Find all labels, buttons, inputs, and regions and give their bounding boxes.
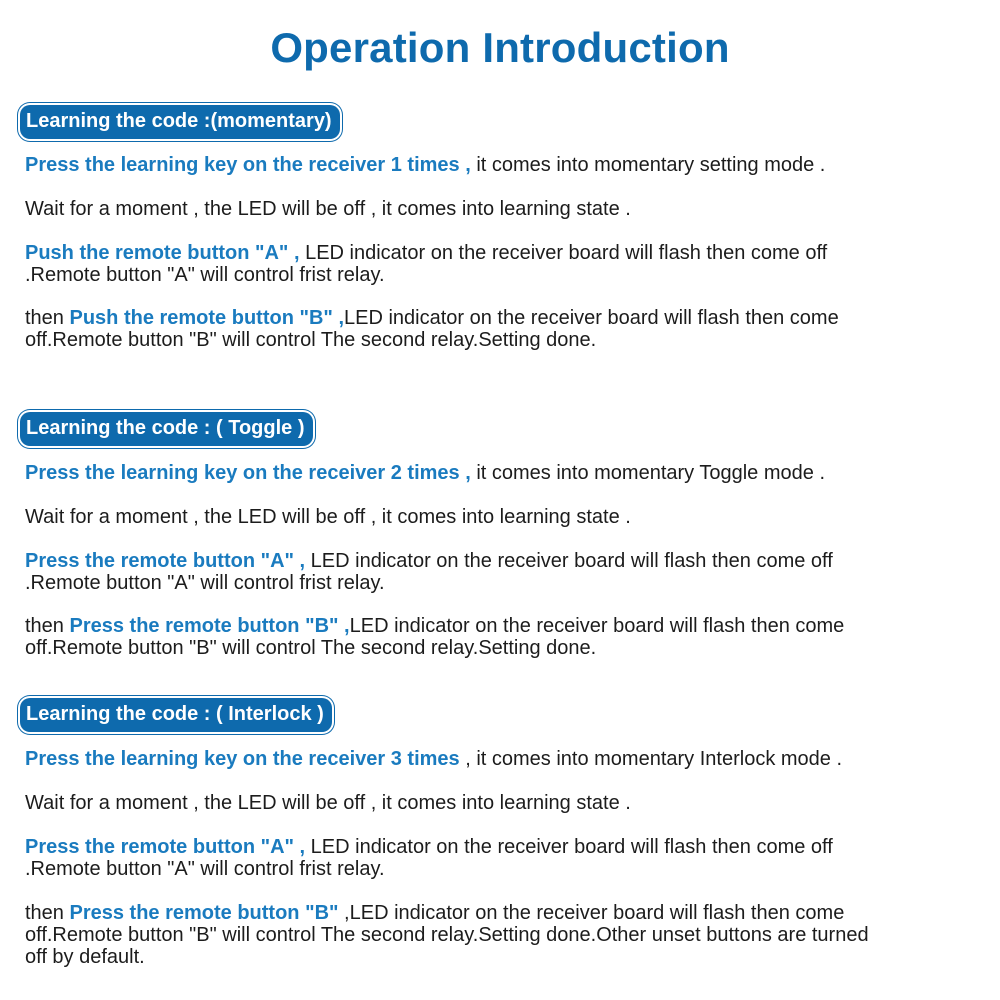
- section-heading-badge: Learning the code : ( Interlock ): [20, 698, 332, 732]
- step-1-text: , it comes into momentary Interlock mode .: [459, 748, 843, 770]
- step-4-prefix: then: [25, 307, 70, 329]
- step-4-paragraph: [25, 615, 985, 659]
- page-title: Operation Introduction: [270, 24, 730, 71]
- step-3-highlight: Press the remote button "A" ,: [25, 550, 306, 572]
- step-1-paragraph: [25, 462, 985, 484]
- section-heading-badge: Learning the code :(momentary): [20, 105, 340, 139]
- step-3-highlight: Push the remote button "A" ,: [25, 242, 300, 264]
- step-3-text: LED indicator on the receiver board will flash then come off .Remote button "A" will control frist relay.: [25, 836, 833, 880]
- step-4-highlight: Press the remote button "B" ,: [69, 615, 350, 637]
- step-3-text: LED indicator on the receiver board will flash then come off .Remote button "A" will control frist relay.: [25, 550, 833, 594]
- step-3-paragraph: [25, 242, 985, 286]
- step-4-text: ,LED indicator on the receiver board will flash then come off.Remote button "B" will control The second relay.Setting done.Other unset buttons are turned off by default.: [25, 902, 869, 968]
- step-2-paragraph: Wait for a moment , the LED will be off , it comes into learning state .: [25, 506, 631, 528]
- section-heading-badge: Learning the code : ( Toggle ): [20, 412, 313, 446]
- step-4-prefix: then: [25, 902, 70, 924]
- step-4-text: LED indicator on the receiver board will flash then come off.Remote button "B" will control The second relay.Setting done.: [25, 307, 839, 351]
- step-1-highlight: Press the learning key on the receiver 1 times ,: [25, 154, 471, 176]
- step-1-text: it comes into momentary Toggle mode .: [470, 462, 826, 484]
- step-4-paragraph: [25, 902, 985, 968]
- step-1-paragraph: [25, 748, 985, 770]
- step-3-text: LED indicator on the receiver board will flash then come off .Remote button "A" will control frist relay.: [25, 242, 828, 286]
- step-2-paragraph: Wait for a moment , the LED will be off , it comes into learning state .: [25, 792, 631, 814]
- step-1-highlight: Press the learning key on the receiver 2 times ,: [25, 462, 471, 484]
- step-3-highlight: Press the remote button "A" ,: [25, 836, 306, 858]
- step-3-paragraph: [25, 550, 985, 594]
- step-3-paragraph: [25, 836, 985, 880]
- step-4-text: LED indicator on the receiver board will flash then come off.Remote button "B" will control The second relay.Setting done.: [25, 615, 845, 659]
- step-1-text: it comes into momentary setting mode .: [470, 154, 826, 176]
- step-4-highlight: Press the remote button "B": [69, 902, 339, 924]
- step-1-highlight: Press the learning key on the receiver 3 times: [25, 748, 460, 770]
- step-2-paragraph: Wait for a moment , the LED will be off , it comes into learning state .: [25, 198, 631, 220]
- step-4-paragraph: [25, 307, 985, 351]
- step-4-highlight: Push the remote button "B" ,: [69, 307, 345, 329]
- step-4-prefix: then: [25, 615, 70, 637]
- step-1-paragraph: [25, 154, 985, 176]
